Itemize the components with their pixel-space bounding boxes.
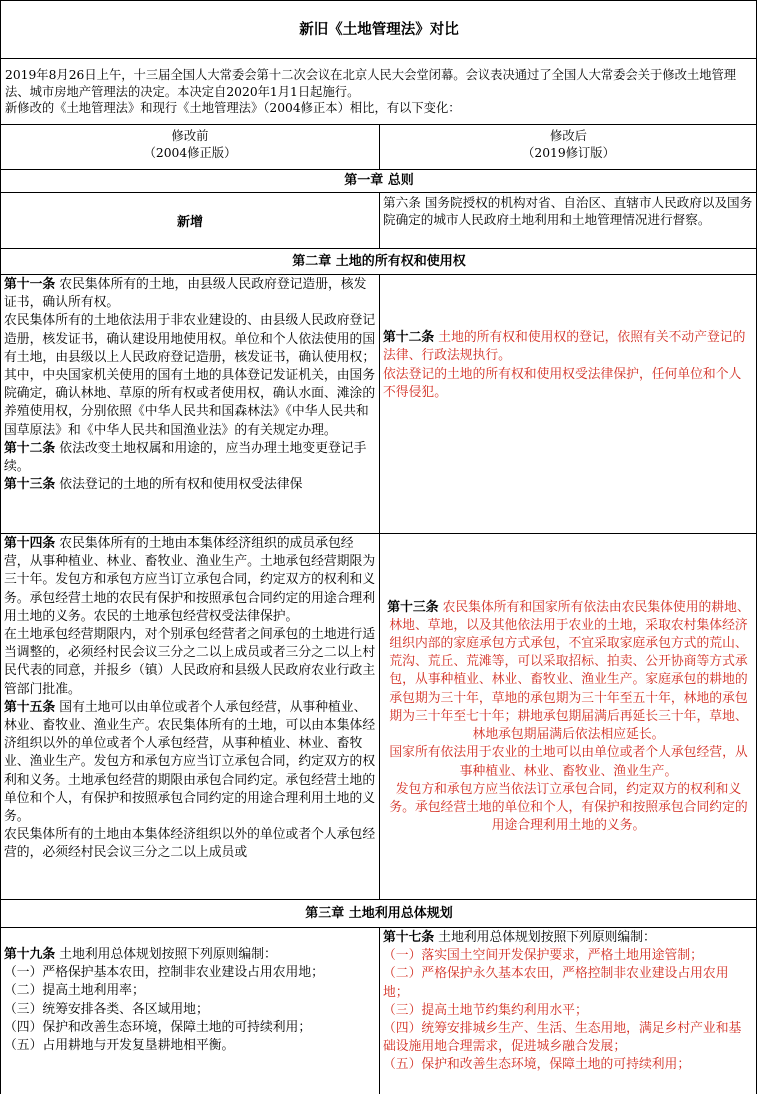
article-11-old-paragraph-2: 农民集体所有的土地依法用于非农业建设的、由县级人民政府登记造册，核发证书，确认建设用地使用权。单位和个人依法使用的国有土地，由县级以上人民政府登记造册，核发证书，确认使用权；其中，中央国家机关使用的国有土地的具体登记发证机关，由国务院确定，确认林地、草原的所有权或者使用权，确认水面、滩涂的养殖使用权，分别依照《中华人民共和国森林法》《中华人民共和国草原法》和《中华人民共和国渔业法》的有关规定办理。 xyxy=(4,313,376,438)
article-13-new-paragraph-2: 国家所有依法用于农业的土地可以由单位或者个人承包经营，从事种植业、林业、畜牧业、渔业生产。 xyxy=(389,745,748,779)
chapter-2-block-1-before xyxy=(1,275,380,533)
article-13-old-label: 第十三条 xyxy=(4,477,56,493)
article-13-new xyxy=(383,599,754,745)
intro-text xyxy=(1,59,757,117)
article-12-new-paragraph-2: 依法登记的土地的所有权和使用权受法律保护，任何单位和个人不得侵犯。 xyxy=(383,366,742,400)
article-14-old-paragraph-2: 在土地承包经营期限内，对个别承包经营者之间承包的土地进行适当调整的，必须经村民会议三分之二以上成员或者三分之二以上村民代表的同意，并报乡（镇）人民政府和县级人民政府农业行政主管部门批准。 xyxy=(4,627,376,697)
chapter-3-heading-row xyxy=(1,900,757,928)
article-13-old xyxy=(4,476,376,494)
chapter-3-row xyxy=(1,928,757,1094)
intro-row xyxy=(1,59,757,125)
article-15-old xyxy=(4,699,376,826)
article-12-old xyxy=(4,440,376,476)
chapter-1-after-cell xyxy=(380,193,757,248)
article-11-old-label: 第十一条 xyxy=(4,277,56,292)
chapter-2-block-1-row xyxy=(1,275,757,534)
chapter-2-block-2-row xyxy=(1,534,757,900)
chapter-3-after xyxy=(380,928,757,1094)
article-12-old-text: 依法改变土地权属和用途的，应当办理土地变更登记手续。 xyxy=(4,440,367,475)
title-row xyxy=(1,0,757,59)
article-11-old xyxy=(4,276,376,312)
article-17-new-item-5: （五）保护和改善生态环境，保障土地的可持续利用； xyxy=(383,1057,691,1073)
article-17-new-item-1: （一）落实国土空间开发保护要求，严格土地用途管制； xyxy=(383,948,703,964)
chapter-1-heading-row xyxy=(1,170,757,193)
document-title: 新旧《土地管理法》对比 xyxy=(299,21,459,38)
article-15-old-label: 第十五条 xyxy=(4,699,56,715)
article-19-old-item-4: （四）保护和改善生态环境，保障土地的可持续利用； xyxy=(4,1019,312,1035)
article-14-old-text: 农民集体所有的土地由本集体经济组织的成员承包经营，从事种植业、林业、畜牧业、渔业生产。土地承包经营期限为三十年。发包方和承包方应当订立承包合同，约定双方的权利和义务。承包经营土地的农民有保护和按照承包合同约定的用途合理利用土地的义务。农民的土地承包经营权受法律保护。 xyxy=(4,536,376,624)
column-header-row xyxy=(1,125,757,170)
chapter-2-block-2-after xyxy=(380,534,757,899)
article-12-old-label: 第十二条 xyxy=(4,440,56,456)
chapter-2-block-2-before xyxy=(1,534,380,899)
article-14-old-label: 第十四条 xyxy=(4,536,56,551)
article-13-new-text: 农民集体所有和国家所有依法由农民集体使用的耕地、林地、草地，以及其他依法用于农业的土地，采取农村集体经济组织内部的家庭承包方式承包，不宜采取家庭承包方式的荒山、荒沟、荒丘、荒滩等，可以采取招标、拍卖、公开协商等方式承包，从事种植业、林业、畜牧业、渔业生产。家庭承包的耕地的承包期为三十年，草地的承包期为三十年至五十年，林地的承包期为三十年至七十年；耕地承包期届满后再延长三十年，草地、林地承包期届满后依法相应延长。 xyxy=(389,599,750,743)
article-12-new-label: 第十二条 xyxy=(383,330,435,346)
chapter-2-title: 第二章 土地的所有权和使用权 xyxy=(292,254,466,269)
article-13-old-text: 依法登记的土地的所有权和使用权受法律保 xyxy=(59,477,303,493)
header-after-version: （2019修订版） xyxy=(522,146,615,160)
article-14-old xyxy=(4,535,376,626)
chapter-1-before-cell xyxy=(1,193,380,248)
article-15-old-text: 国有土地可以由单位或者个人承包经营，从事种植业、林业、畜牧业、渔业生产。农民集体所有的土地，可以由本集体经济组织以外的单位或者个人承包经营，从事种植业、林业、畜牧业、渔业生产。发包方和承包方应当订立承包合同，约定双方的权利和义务。土地承包经营的期限由承包合同约定。承包经营土地的单位和个人，有保护和按照承包合同约定的用途合理利用土地的义务。 xyxy=(4,699,376,825)
article-6-text: 第六条 国务院授权的机构对省、自治区、直辖市人民政府以及国务院确定的城市人民政府土地利用和土地管理情况进行督察。 xyxy=(383,195,753,228)
article-17-new-label: 第十七条 xyxy=(383,930,435,945)
header-before xyxy=(1,125,380,169)
chapter-2-block-1-after xyxy=(380,275,757,533)
article-17-new-item-2: （二）严格保护永久基本农田，严格控制非农业建设占用农用地； xyxy=(383,966,729,1000)
article-11-old-text: 农民集体所有的土地，由县级人民政府登记造册，核发证书，确认所有权。 xyxy=(4,277,367,311)
article-19-old xyxy=(4,946,376,964)
intro-paragraph-1: 2019年8月26日上午，十三届全国人大常委会第十二次会议在北京人民大会堂闭幕。会议表决通过了全国人大常委会关于修改土地管理法、城市房地产管理法的决定。本决定自2020年1月1日起施行。 xyxy=(5,68,737,99)
article-13-new-paragraph-3: 发包方和承包方应当依法订立承包合同，约定双方的权利和义务。承包经营土地的单位和个人，有保护和按照承包合同约定的用途合理利用土地的义务。 xyxy=(389,781,748,834)
article-19-old-label: 第十九条 xyxy=(4,947,56,962)
article-19-old-item-1: （一）严格保护基本农田，控制非农业建设占用农用地； xyxy=(4,965,324,981)
article-17-new-item-4: （四）统筹安排城乡生产、生活、生态用地，满足乡村产业和基础设施用地合理需求，促进城乡融合发展； xyxy=(383,1021,742,1055)
intro-paragraph-2: 新修改的《土地管理法》和现行《土地管理法》（2004修正本）相比，有以下变化： xyxy=(5,101,461,116)
article-17-new xyxy=(383,929,754,947)
article-19-old-item-5: （五）占用耕地与开发复垦耕地相平衡。 xyxy=(4,1038,235,1054)
article-12-new-text: 土地的所有权和使用权的登记，依照有关不动产登记的法律、行政法规执行。 xyxy=(383,330,746,364)
new-article-label: 新增 xyxy=(176,215,203,230)
article-19-old-text: 土地利用总体规划按照下列原则编制： xyxy=(59,947,277,962)
article-19-old-item-3: （三）统筹安排各类、各区域用地； xyxy=(4,1001,209,1017)
header-before-label: 修改前 xyxy=(171,129,209,143)
chapter-3-title: 第三章 土地利用总体规划 xyxy=(305,906,453,921)
header-before-version: （2004修正版） xyxy=(143,146,237,160)
chapter-3-before xyxy=(1,928,380,1094)
chapter-2-heading-row xyxy=(1,249,757,275)
chapter-1-row xyxy=(1,193,757,249)
header-after xyxy=(380,125,757,169)
header-after-label: 修改后 xyxy=(550,129,587,143)
article-17-new-text: 土地利用总体规划按照下列原则编制： xyxy=(438,930,656,945)
article-12-new xyxy=(383,329,754,365)
chapter-1-title: 第一章 总则 xyxy=(344,173,414,188)
article-13-new-label: 第十三条 xyxy=(387,599,439,615)
article-15-old-paragraph-2: 农民集体所有的土地由本集体经济组织以外的单位或者个人承包经营的，必须经村民会议三分之二以上成员或 xyxy=(4,827,376,861)
article-19-old-item-2: （二）提高土地利用率； xyxy=(4,983,145,999)
article-17-new-item-3: （三）提高土地节约集约利用水平； xyxy=(383,1002,588,1018)
